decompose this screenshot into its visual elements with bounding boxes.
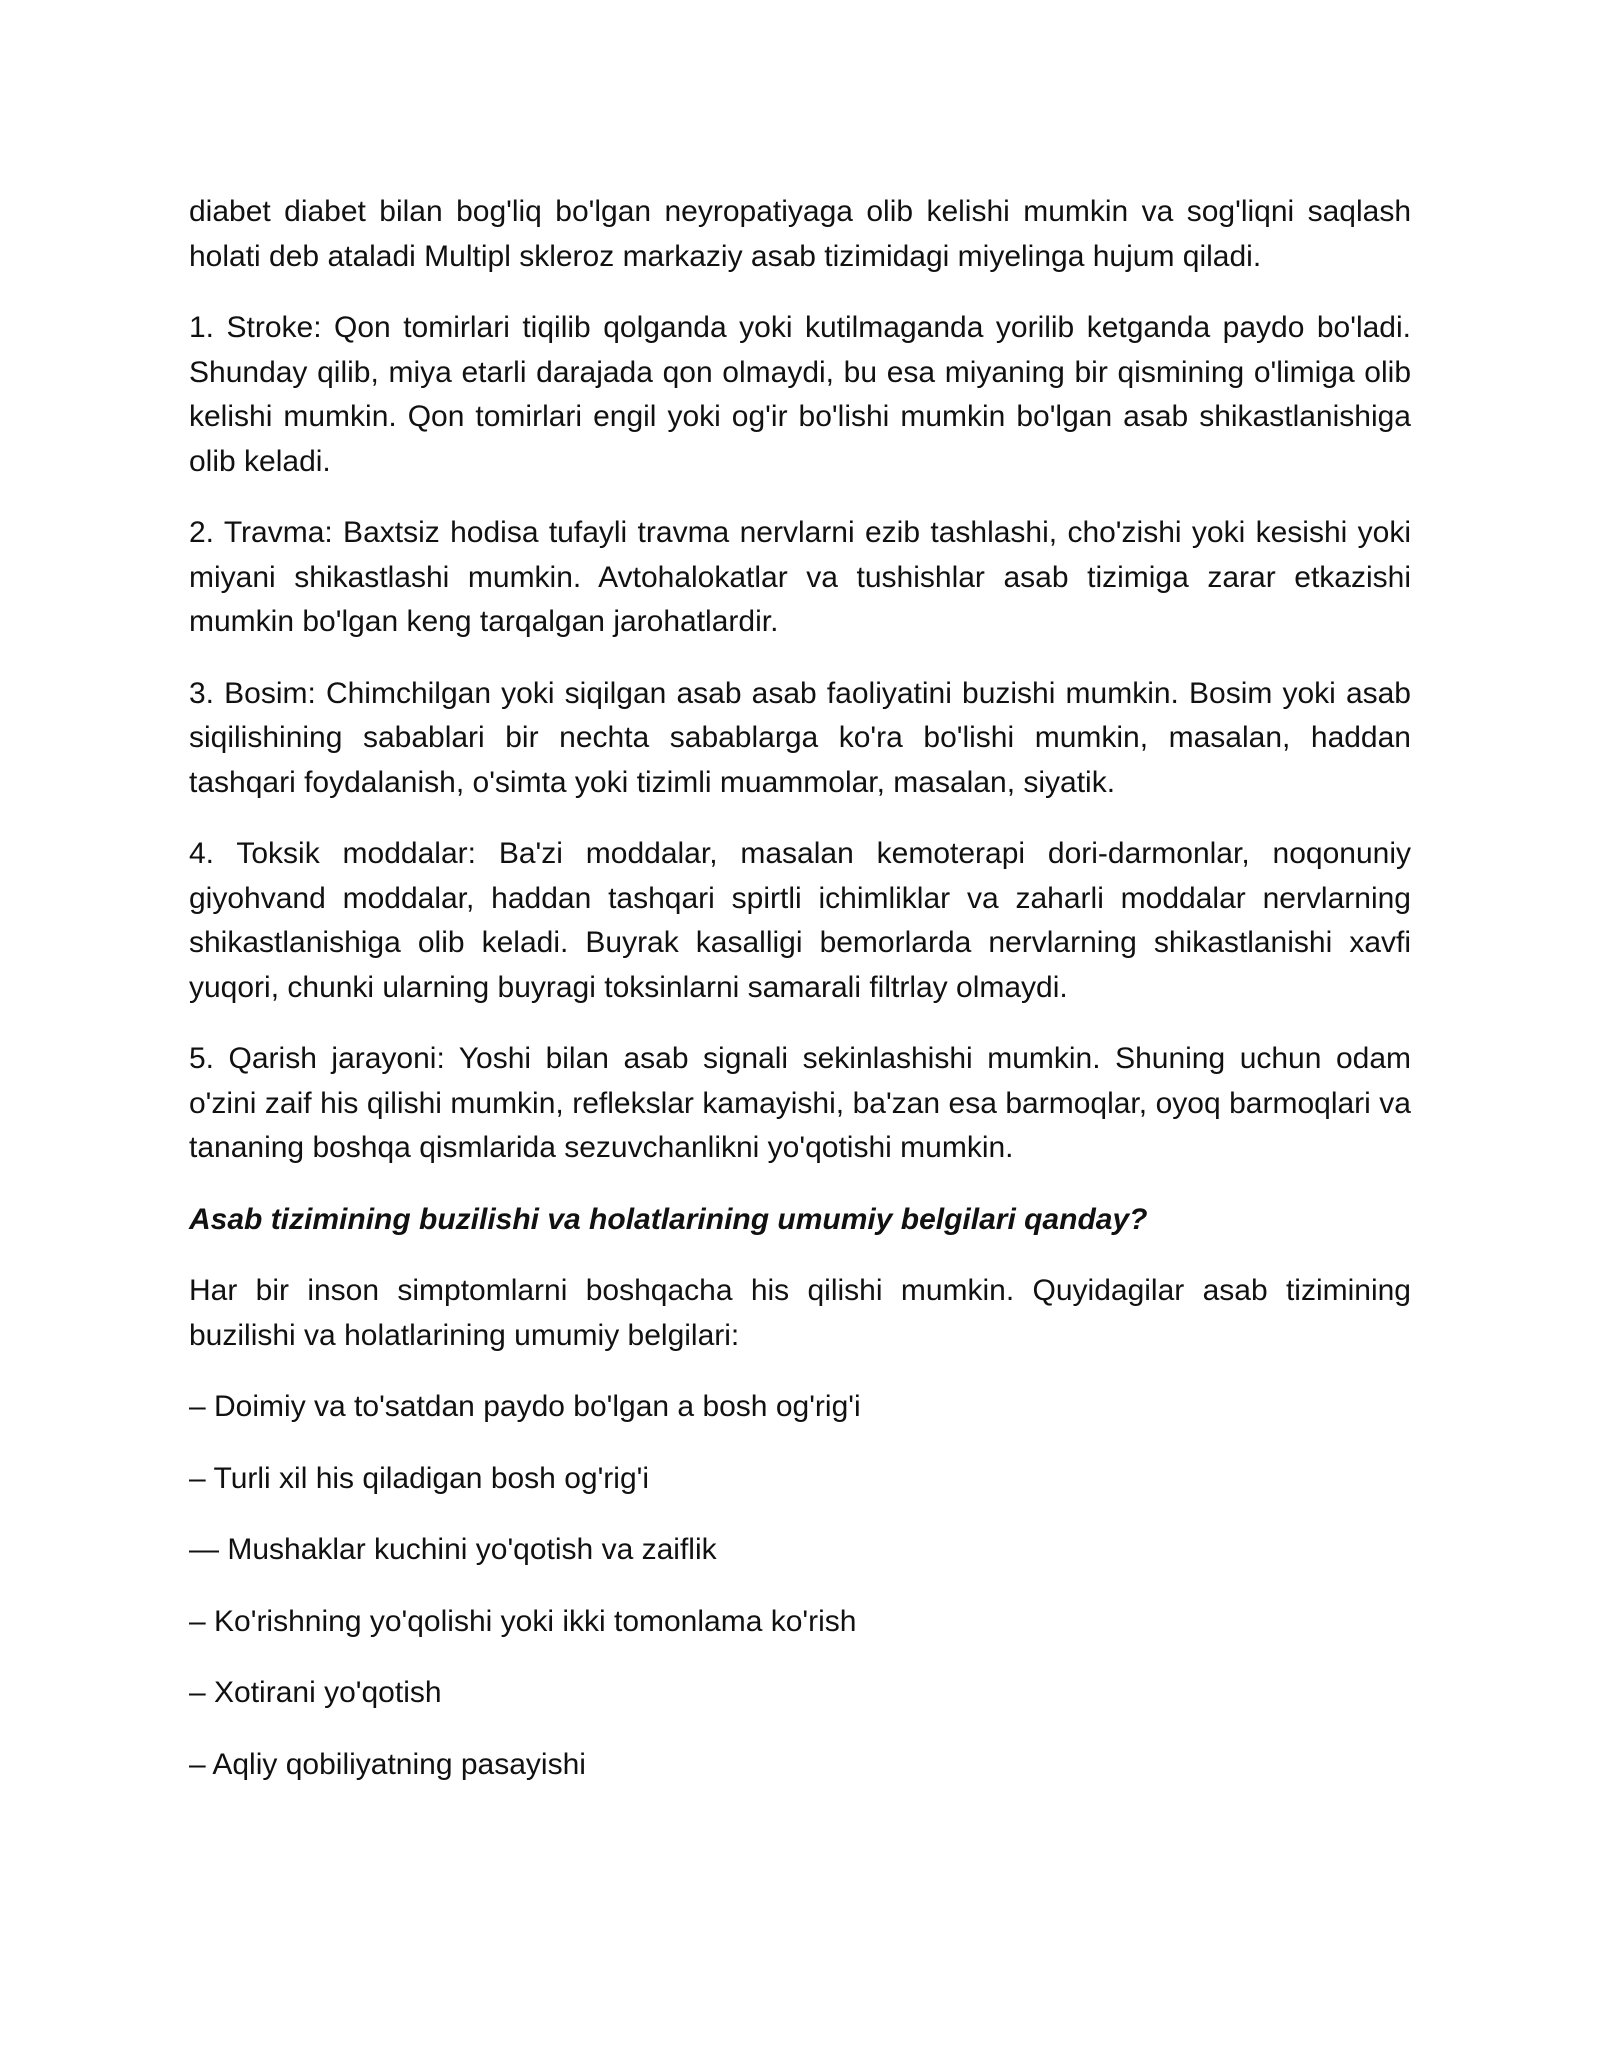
- paragraph-qarish: 5. Qarish jarayoni: Yoshi bilan asab signali sekinlashishi mumkin. Shuning uchun odam o'zini zaif his qilishi mumkin, reflekslar kamayishi, ba'zan esa barmoqlar, oyoq barmoqlari va tananing boshqa qismlarida sezuvchanlikni yo'qotishi mumkin.: [189, 1042, 1411, 1164]
- list-item: – Ko'rishning yo'qolishi yoki ikki tomonlama ko'rish: [189, 1604, 857, 1638]
- list-item: – Turli xil his qiladigan bosh og'rig'i: [189, 1461, 650, 1495]
- paragraph-stroke: 1. Stroke: Qon tomirlari tiqilib qolganda yoki kutilmaganda yorilib ketganda paydo bo'ladi. Shunday qilib, miya etarli darajada qon olmaydi, bu esa miyaning bir qismining o'limiga olib kelishi mumkin. Qon tomirlari engil yoki og'ir bo'lishi mumkin bo'lgan asab shikastlanishiga olib keladi.: [189, 311, 1411, 478]
- paragraph-symptoms-intro: Har bir inson simptomlarni boshqacha his qilishi mumkin. Quyidagilar asab tizimining buzilishi va holatlarining umumiy belgilari:: [189, 1274, 1411, 1352]
- paragraph-toksik: 4. Toksik moddalar: Ba'zi moddalar, masalan kemoterapi dori-darmonlar, noqonuniy giyohvand moddalar, haddan tashqari spirtli ichimliklar va zaharli moddalar nervlarning shikastlanishiga olib keladi. Buyrak kasalligi bemorlarda nervlarning shikastlanishi xavfi yuqori, chunki ularning buyragi toksinlarni samarali filtrlay olmaydi.: [189, 837, 1411, 1004]
- list-item: – Doimiy va to'satdan paydo bo'lgan a bosh og'rig'i: [189, 1390, 861, 1423]
- paragraph-travma: 2. Travma: Baxtsiz hodisa tufayli travma nervlarni ezib tashlashi, cho'zishi yoki kesishi yoki miyani shikastlashi mumkin. Avtohalokatlar va tushishlar asab tizimiga zarar etkazishi mumkin bo'lgan keng tarqalgan jarohatlardir.: [189, 516, 1411, 638]
- paragraph-bosim: 3. Bosim: Chimchilgan yoki siqilgan asab asab faoliyatini buzishi mumkin. Bosim yoki asab siqilishining sabablari bir nechta sabablarga ko'ra bo'lishi mumkin, masalan, haddan tashqari foydalanish, o'simta yoki tizimli muammolar, masalan, siyatik.: [189, 676, 1411, 799]
- paragraph-intro: diabet diabet bilan bog'liq bo'lgan neyropatiyaga olib kelishi mumkin va sog'liqni saqlash holati deb ataladi Multipl skleroz markaziy asab tizimidagi miyelinga hujum qiladi.: [189, 195, 1411, 273]
- list-item: — Mushaklar kuchini yo'qotish va zaiflik: [189, 1533, 717, 1566]
- section-heading: Asab tizimining buzilishi va holatlarining umumiy belgilari qanday?: [189, 1202, 1148, 1236]
- list-item: – Aqliy qobiliyatning pasayishi: [189, 1747, 586, 1781]
- document-body: [189, 190, 1411, 1814]
- list-item: – Xotirani yo'qotish: [189, 1676, 442, 1709]
